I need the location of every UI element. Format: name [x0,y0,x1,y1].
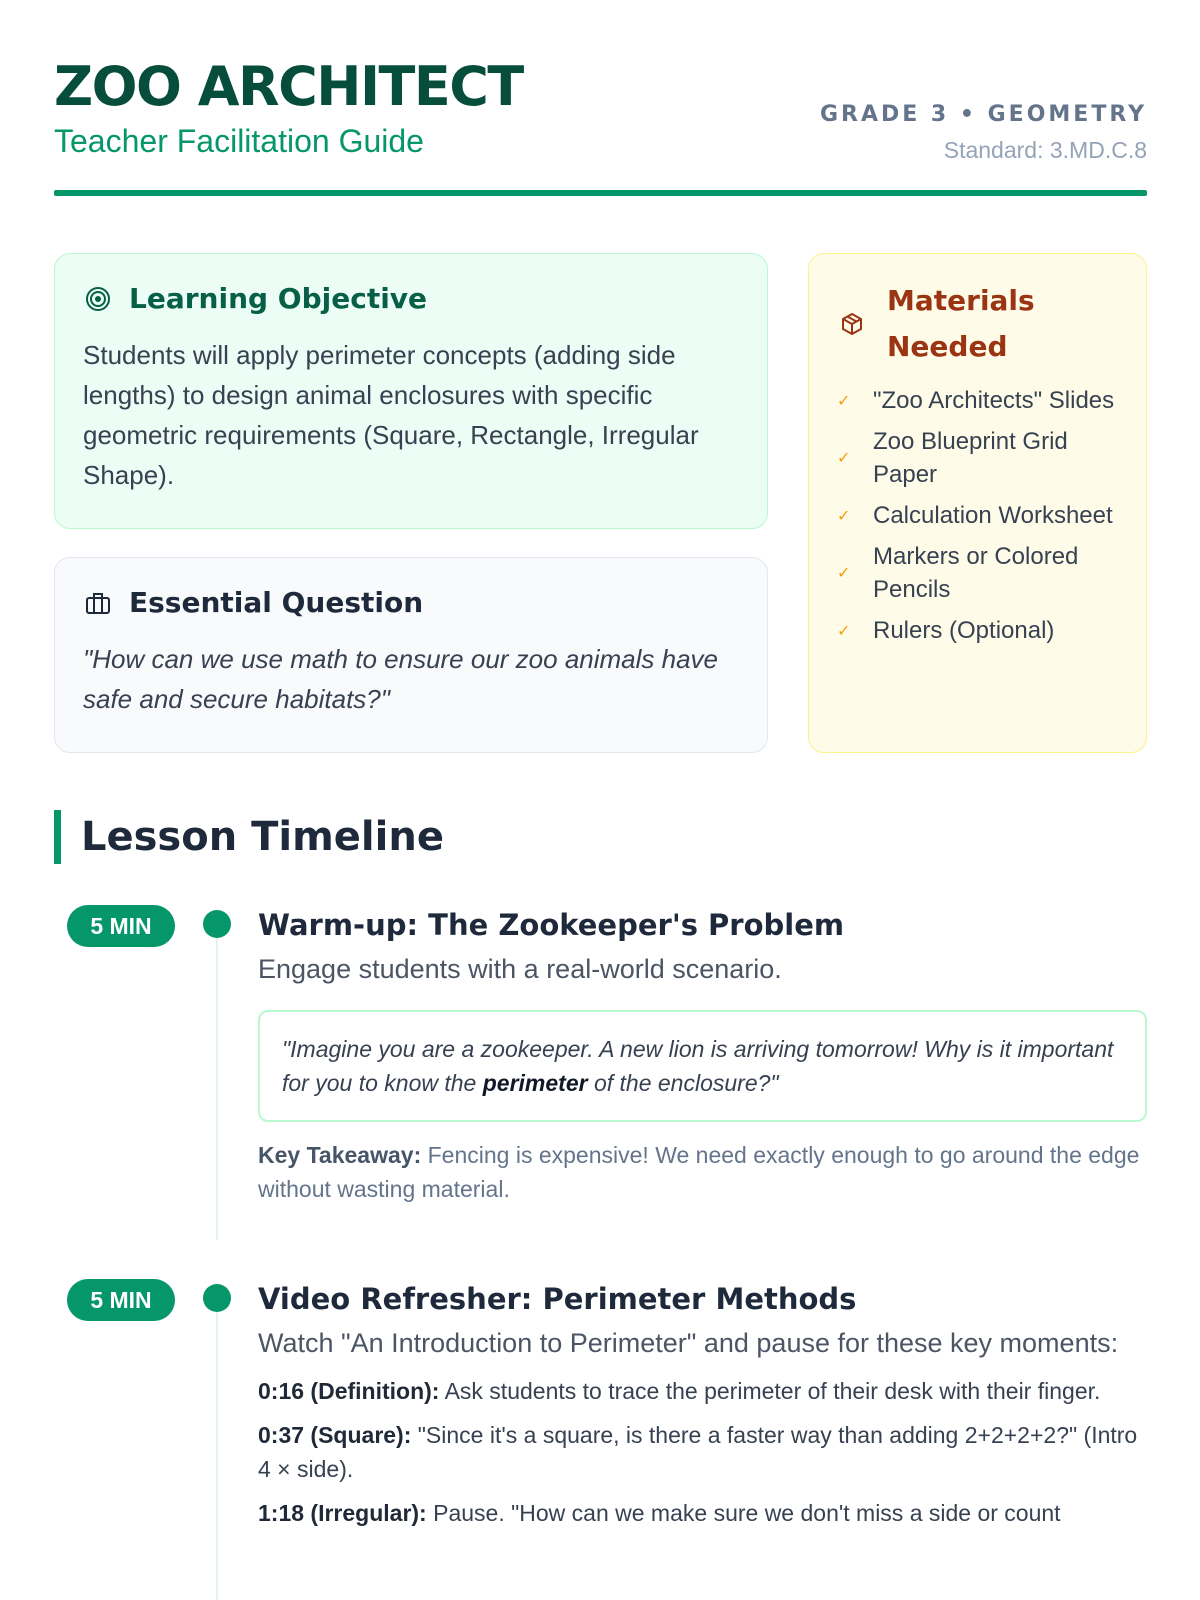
step-title: Warm-up: The Zookeeper's Problem [258,908,845,942]
target-icon [83,284,113,314]
check-icon: ✓ [837,565,851,582]
header-divider [54,190,1147,196]
bank-icon [83,588,113,618]
timeline-step-video-refresher [258,1279,1147,1530]
learning-objective-header [83,282,739,315]
check-icon: ✓ [837,507,851,525]
learning-objective-card [54,253,768,529]
material-label: Zoo Blueprint Grid Paper [873,428,1068,488]
step-description: Engage students with a real-world scenario. [258,954,782,984]
grade-label: GRADE 3 • GEOMETRY [819,102,1147,127]
essential-question-header [83,586,739,619]
material-label: "Zoo Architects" Slides [873,387,1115,414]
page-header [54,56,1147,202]
material-label: Rulers (Optional) [873,617,1055,644]
materials-header [837,278,1122,370]
check-icon: ✓ [837,450,851,467]
page-title: ZOO ARCHITECT [54,55,523,118]
list-item [837,425,1122,491]
learning-objective-title: Learning Objective [129,282,428,315]
quote-emphasis: perimeter [482,1070,588,1096]
check-icon: ✓ [837,392,851,410]
moment-label: 0:16 (Definition): [258,1378,440,1404]
duration-badge: 5 MIN [67,905,175,947]
quote-text: of the enclosure?" [587,1070,779,1096]
materials-list [837,384,1122,647]
essential-question-title: Essential Question [129,586,424,619]
key-takeaway [258,1138,1147,1206]
timeline-dot [203,1284,231,1312]
essential-question-card [54,557,768,753]
timeline-dot [203,910,231,938]
list-item [837,384,1122,417]
step-description: Watch "An Introduction to Perimeter" and pause for these key moments: [258,1328,1119,1358]
page-subtitle: Teacher Facilitation Guide [54,123,424,159]
materials-title: Materials Needed [887,284,1035,363]
materials-card [808,253,1147,753]
material-label: Calculation Worksheet [873,502,1113,529]
learning-objective-text: Students will apply perimeter concepts (adding side lengths) to design animal enclosures with specific geometric requirements (Square, Rectangle, Irregular Shape). [83,340,699,490]
box-icon [837,309,867,339]
video-moment [258,1418,1147,1486]
video-moment [258,1374,1147,1408]
moment-label: 1:18 (Irregular): [258,1500,427,1526]
lesson-timeline-heading: Lesson Timeline [54,810,444,864]
duration-badge: 5 MIN [67,1279,175,1321]
list-item [837,499,1122,532]
quote-text: "Imagine you are a zookeeper. A new lion is arriving tomorrow! Why is it important for you to know the [282,1036,1114,1096]
material-label: Markers or Colored Pencils [873,543,1079,603]
timeline-connector [216,1300,218,1600]
check-icon: ✓ [837,622,851,640]
list-item [837,614,1122,647]
moment-text: "Since it's a square, is there a faster way than adding 2+2+2+2?" (Intro 4 × side). [258,1422,1138,1482]
moment-text: Pause. "How can we make sure we don't miss a side or count [426,1500,1061,1526]
moment-label: 0:37 (Square): [258,1422,412,1448]
teacher-prompt-quote [258,1010,1147,1122]
timeline-connector [216,925,218,1240]
moment-text: Ask students to trace the perimeter of their desk with their finger. [439,1378,1101,1404]
timeline-step-warm-up [258,905,1147,1206]
video-moment [258,1496,1147,1530]
essential-question-text: "How can we use math to ensure our zoo animals have safe and secure habitats?" [83,644,719,714]
takeaway-text: Fencing is expensive! We need exactly enough to go around the edge without wasting material. [258,1142,1140,1202]
list-item [837,540,1122,606]
header-meta [820,102,1147,164]
step-title: Video Refresher: Perimeter Methods [258,1282,857,1316]
standard-label: Standard: 3.MD.C.8 [943,137,1147,163]
takeaway-label: Key Takeaway: [258,1142,422,1168]
